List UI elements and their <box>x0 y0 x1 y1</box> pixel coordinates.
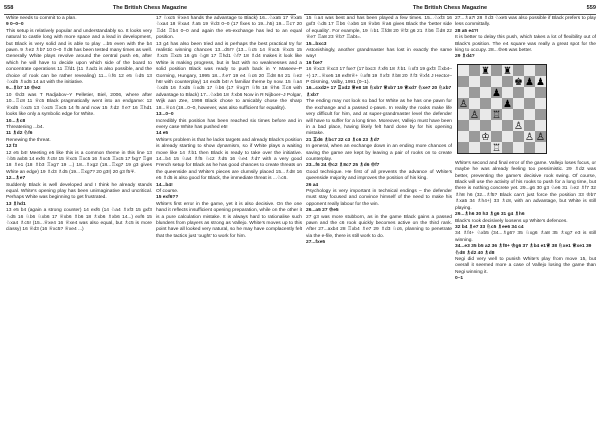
annotation-paragraph: 27 g3 was more stubborn, as in the game Black gains a passed pawn and the c6 rook quickly becomes active on the third rank. After 27...axb4 28 ♖xb4 ♗e7 29 ♗d3 ♘c6, planning to penetrate via the e-file, there is still work to do. <box>306 214 452 239</box>
chess-piece: ♙ <box>470 109 479 121</box>
board-square <box>513 98 524 109</box>
board-square <box>469 65 480 76</box>
text-column-3 <box>306 16 452 247</box>
board-square <box>458 76 469 87</box>
move-line: 14...b4! <box>156 182 173 188</box>
board-square <box>513 142 524 153</box>
chess-piece: ♜ <box>481 65 490 77</box>
move-line: 15...bxc3 <box>306 41 327 47</box>
move-line: 29...♗h6 30 h3 ♗g6 31 g4 ♗h6 <box>455 212 525 218</box>
board-square <box>535 87 546 98</box>
right-running-title: The British Chess Magazine <box>412 5 488 11</box>
annotation-paragraph: Black’s rook decisively loosens up White’s defences. <box>455 218 568 224</box>
move-line: 34...e3 35 b5 a2 36 ♗f8+ ♔g6 37 ♗b4 e1♕ 38 ♘xe1 ♕xe1 39 ♘d8 ♗d2 40 ♗d8 <box>455 244 592 256</box>
move-line: 9 0–0–0 <box>6 22 24 28</box>
board-square <box>502 120 513 131</box>
board-square <box>480 87 491 98</box>
move-line: 13 ♗hd1 <box>6 201 26 207</box>
board-square <box>513 131 524 142</box>
move-line: 21 ♖d6 ♗bc7 22 c3 ♗c6 23 ♗d7 <box>306 137 380 143</box>
move-line: 23...f6 24 ♔c2 ♗8c7 25 ♗d6 ♔f7 <box>306 163 380 169</box>
board-square <box>480 120 491 131</box>
move-line: 9...♗b7 10 ♔e2 <box>6 86 41 92</box>
board-square <box>502 131 513 142</box>
board-square <box>491 65 502 76</box>
board-square <box>458 131 469 142</box>
move-line: 16 fxe7 <box>306 60 323 66</box>
board-square <box>513 87 524 98</box>
board-square <box>469 87 480 98</box>
board-square <box>524 142 535 153</box>
move-line: 27...fxe5 <box>306 240 326 246</box>
text-column-1 <box>6 16 152 234</box>
annotation-paragraph: 17 ♘xc5 ♕xe4 hands the advantage to Black) 16...♘xa5 17 ♕xa5 ♘xa4 18 ♕xa4 ♗a5 19 ♕d3 0–0 (17 fixes to 19...h5) 19...♖c7 20 ♖d4 ♖b4 0–0 and again the e5-exchange has led to an equal position. <box>156 16 302 41</box>
annotation-paragraph: 16 ♕xc3 ♕xc3 17 fxe7 (17 bxc3 ♗xf6 18 ♗b1 ♘xf3 19 gxf3 ♖xb4–+) 17...♕xe5 18 exf8♕+ ♘xf8 19 ♗xf3 ♗b8 20 ♗f3 ♕xf4 J Hector–P Gisming, Valby, 1991 (0–1). <box>306 67 452 86</box>
move-line: 16...cxd2+ 17 ♖xd2 ♕e8 18 ♘xb7 ♕xb7 19 ♕xd7 ♘xe7 20 ♘xb7 ♗xb7 <box>306 86 452 98</box>
board-square <box>480 142 491 153</box>
move-line: 12...♗e7 <box>6 176 26 182</box>
text-column-4 <box>455 16 596 283</box>
chess-piece: ♟ <box>525 76 534 88</box>
annotation-paragraph: The ending may not look so bad for White as he has one pawn for the exchange and a passed c-pawn. In reality the rooks make life very difficult for him, and at super-grandmaster level the defender will have to suffer for a long time. Moreover, Vallejo must have been in a bad place, having likely felt hard done by for his opening mistake. <box>306 99 452 137</box>
annotation-paragraph: Renewing the threat. <box>6 137 51 143</box>
annotation-paragraph: White’s first error in the game, yet it is also decisive. On the one hand it reflects insufficient opening preparation, while on the other it is a pure calculation mistake. It is always hard to rationalise such blunders from players as strong as Vallejo. White’s moves up to this point have all looked very natural, so he may have complacently felt that the tactics just ‘ought’ to work for him. <box>156 201 302 239</box>
board-square <box>480 76 491 87</box>
left-running-title: The British Chess Magazine <box>112 5 188 11</box>
chess-piece: ♙ <box>525 131 534 143</box>
move-line: 11 ♗d2 ♘f6 <box>6 131 33 137</box>
chess-piece: ♔ <box>481 131 490 143</box>
annotation-paragraph: This setup is relatively popular and understandably so. It looks very natural to castle long with more space and a lead in development, but Black is very solid and is able to play ...b5 even with the b4 pawn. 9 ♗e2 ♗b7 10 0–0 ♗d8 has been tested many times as well. Generally White plays revolve around the central push e5, after which he will have to decide upon which side of the board to concentrate operations 11 ♖fd1 (11 ♗ad1 is also possible, and the choice of rook can be rather revealing) 11...♘f6 12 e5 ♘d5 13 ♘xd5 ♗xd5 14 a4 with the initiative. <box>6 28 152 86</box>
move-line: 13...0–0 <box>156 112 174 118</box>
annotation-paragraph: Suddenly Black is well developed and I think he already stands equal. White’s opening play has been unimaginative and uncritical. Perhaps White was beginning to get frustrated. <box>6 182 152 201</box>
board-square <box>502 76 513 87</box>
board-square <box>458 109 469 120</box>
annotation-paragraph: Incredibly this position has been reached six times before and in every case White has pushed e5! <box>156 118 302 130</box>
chess-piece: ♙ <box>459 98 468 110</box>
board-square <box>469 142 480 153</box>
annotation-paragraph: In general, when an exchange down in an ending more chances of saving the game are kept by leaving a pair of rooks on to create counterplay. <box>306 144 452 162</box>
board-square <box>502 87 513 98</box>
chess-piece: ♙ <box>536 131 545 143</box>
move-line: 28 a5 e4?! <box>455 28 479 34</box>
board-square <box>469 120 480 131</box>
board-square <box>458 142 469 153</box>
board-square <box>458 87 469 98</box>
left-page-header <box>4 5 296 13</box>
right-header-rule <box>304 14 596 15</box>
move-line: 14 e5 <box>156 131 169 137</box>
annotation-paragraph: White needs to commit to a plan. <box>6 16 77 21</box>
annotation-paragraph: Psychology is very important in technical endings – the defender must stay focused and convince himself of the need to make his opponent really labour for the win. <box>306 188 452 207</box>
annotation-paragraph: 27...♗a7! 28 ♗d3 ♘xe5 was also possible if Black prefers to play less committally. <box>455 16 596 28</box>
move-line: 26...a5 27 ♔e5 <box>306 208 339 214</box>
board-square <box>524 98 535 109</box>
text-column-2 <box>156 16 302 240</box>
board-square <box>469 76 480 87</box>
annotation-paragraph: 10 ♔d3 was T Radjabov–Y Pelletier, Biel, 2006, where after 10...♖c8 11 ♕c5 Black pragmatically went into an endgame: 12 ♕xd5 ♘xc5 13 ♘xc5 ♖xc5 14 f5 and now 15 ♗d2 ♗e7 16 ♖hd1 looks like only a symbolic edge for White. <box>6 92 152 118</box>
board-square <box>524 65 535 76</box>
board-square <box>502 142 513 153</box>
annotation-paragraph: White’s second and final error of the game. Vallejo loses focus, or maybe he was already feeling too pessimistic. 29 ♗d2 was better, preventing the game’s decisive rook swing. Of course, Black will use the activity of his rooks to push for a long time, but there is nothing concrete yet. 29...g6 30 g3 ♘e6 31 ♘e2 ♗f7 32 ♗h8 h6 (32...♗f5? Black can’t just force the position 33 ♔b7 ♗xa5 34 ♗h4+) 33 ♗c8, with an advantage, but White is still playing. <box>455 160 596 211</box>
board-square <box>458 65 469 76</box>
board-square <box>535 98 546 109</box>
move-line: 0–1 <box>455 276 464 282</box>
board-square <box>535 120 546 131</box>
chess-piece: ♟ <box>503 98 512 110</box>
annotation-paragraph: 15 ♘a4 was best and has been played a few times. 15...♘xf3 16 gxf3 ♘d5 17 ♖b6 ♘xb6 18 ♕xb6 ♕a6 gives Black the ‘better side of equality’. For example, 19 ♘b1 ♖fd8 20 ♕f2 g6 21 ♗b6 ♖d8 22 ♕e7 ♖a8 23 ♕b7 ♖abt=. <box>306 16 452 41</box>
board-square <box>480 98 491 109</box>
right-page-number: 559 <box>586 5 596 11</box>
move-line: 15 exf6?? <box>156 195 179 201</box>
left-page-number: 558 <box>4 5 14 11</box>
board-square <box>469 98 480 109</box>
annotation-paragraph: Threatening ...b4. <box>6 124 44 130</box>
annotation-paragraph: Good technique. He first of all prevents the advance of White’s queenside majority and improves the position of his king. <box>306 169 452 182</box>
annotation-paragraph: White’s problem is that he lacks targets and already Black’s position is already starting to show dynamism, so if White plays a waiting move like 14 ♗b1 then Black is ready to take over the initiative. 14...b4 15 ♘a4 ♗f5 ♘c2 ♗d5 16 ♘e4 ♗d7 with a very good French setup for Black as he has good chances to create threats on the queenside and White’s pieces are clumsily placed 15...♗d8 16 e5 ♗d5 is also good for Black, the immediate threat is ...♘c6. <box>156 137 302 182</box>
annotation-paragraph: 12 e5 b4! Meeting e5 like this is a common theme in this line 13 ♘b5 axb5 14 exf6 ♗c5! 15 ♕xc5 ♖xc5 16 ♗xc5 ♖xc5 17 fxg7 ♖g8 18 ♗e1 (18 ♗b3 ♖xg7 19 ...) 18...♗xg2 (18...♖xg7 19 g3 gives White an edge) 19 ♗d3 ♗d5 (19...♖xg7? 20 g3!) 20 g3 f5∓. <box>6 150 152 175</box>
move-line: 10...♗c8 <box>6 118 26 124</box>
annotation-paragraph: 34 ♗f4+ ♘xb5 (34...♗g6? 35 ♘xg6 ♗a8 35 ♗xg7 e3 is still winning. <box>455 231 596 243</box>
board-square <box>524 87 535 98</box>
diagram-caption-move: 29 ♗d4? <box>455 54 475 60</box>
move-line: 32 b4 ♗e7 33 ♘c5 ♗ee6 34 c4 <box>455 224 524 230</box>
annotation-paragraph: Of course. <box>156 188 179 194</box>
board-square <box>502 109 513 120</box>
move-line: 12 f3 <box>6 144 18 150</box>
annotation-paragraph: It is better to delay this push, which takes a lot of flexibility out of Black’s position. The e4 square was really a great spot for the king to occupy. 28...♔e6 was better. <box>455 35 596 54</box>
board-square <box>491 98 502 109</box>
board-square <box>480 109 491 120</box>
chess-piece: ♖ <box>492 109 501 121</box>
board-square <box>535 65 546 76</box>
board-square <box>458 120 469 131</box>
move-line: 26 a4 <box>306 182 319 188</box>
board-square <box>513 109 524 120</box>
board-square <box>524 120 535 131</box>
board-square <box>491 120 502 131</box>
left-header-rule <box>4 14 296 15</box>
board-square <box>535 142 546 153</box>
annotation-paragraph: 13 e5 b4 (again a strong counter) 14 exf6 (14 ♘a4 ♗xf3 15 gxf3 ♘d5 16 ♘b6 ♘xb6 17 ♕xb6 ♗b6 18 ♗xb6 ♗xb6 14...) exf6 15 ♘xa4 ♗c5! (15...♕xe4 16 ♕xe4 was also equal, but ♗c5 is more classy) 16 ♕d3 (16 ♕xc5? ♕xe4 ...) <box>6 208 152 233</box>
board-square <box>469 131 480 142</box>
board-square <box>491 131 502 142</box>
chess-piece: ♙ <box>514 120 523 132</box>
chess-piece: ♟ <box>536 76 545 88</box>
board-square <box>524 109 535 120</box>
chess-piece: ♜ <box>503 65 512 77</box>
chess-piece: ♖ <box>492 142 501 154</box>
chess-diagram <box>457 64 547 154</box>
board-square <box>535 109 546 120</box>
board-square <box>513 65 524 76</box>
annotation-paragraph: 13 g4 has also been tried and is perhaps the best practical try for realistic winning chances 13...d5!? (13...♘c5 14 ♕xc5 ♕xc5 15 ♗xc5 ♖xc5 16 g5 ♘g8 17 ♖hd1 ♘f7 18 ♗d4 makes it look like White is making progress, but in fact with no weaknesses and a solid position Black was ready to push back in Y Maseev–P Gorming, Hungary, 1995 18...♗e7 19 e4 ♘c6 20 ♖d8 84 21 ♘e2 h6! with counterplay) 14 exd5 b4! A familiar theme by now. 15 ♘a4 ♘xd5 16 ♗xd5 ♘xd5 17 ♘b6 (17 ♕xg7! ♘f6 18 ♕h6 ♖c8 with advantage to Black) 17...♘xb6 18 ♗xb6 Now in R Nijboer–J Polgar, Wijk aan Zee, 1998 Black chose to amicably chose the sharp 18...♕c4 (18...0–0, however, was also sufficient for equality). <box>156 41 302 111</box>
annotation-paragraph: Astonishingly, another grandmaster has lost in exactly the same way! <box>306 48 452 60</box>
annotation-paragraph: Negi did very well to punish White’s play from move 15, but overall it seemed more a case of Vallejo losing the game than Negi winning it. <box>455 256 596 275</box>
board-square <box>491 76 502 87</box>
chess-piece: ♟ <box>492 87 501 99</box>
right-page-header <box>304 5 596 13</box>
chess-piece: ♚ <box>514 76 523 88</box>
